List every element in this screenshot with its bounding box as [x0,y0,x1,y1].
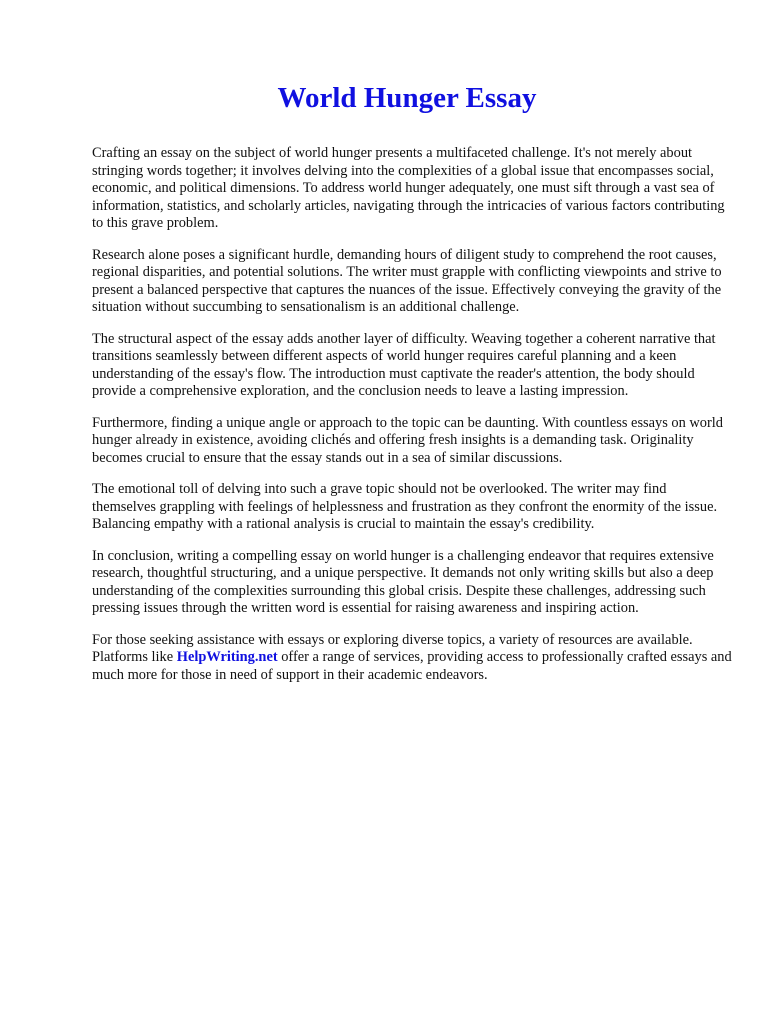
paragraph-2: Research alone poses a significant hurdle, demanding hours of diligent study to comprehend the root causes, regional disparities, and potential solutions. The writer must grapple with conflicting viewpoints and strive to present a balanced perspective that captures the nuances of the issue. Effectively conveying the gravity of the situation without succumbing to sensationalism is an additional challenge. [92,246,722,315]
paragraph-3: The structural aspect of the essay adds another layer of difficulty. Weaving together a coherent narrative that transitions seamlessly between different aspects of world hunger requires careful planning and a keen understanding of the essay's flow. The introduction must captivate the reader's attention, the body should provide a comprehensive exploration, and the conclusion needs to leave a lasting impression. [92,330,716,399]
paragraph-6: In conclusion, writing a compelling essay on world hunger is a challenging endeavor that requires extensive research, thoughtful structuring, and a unique perspective. It demands not only writing skills but also a deep understanding of the complexities surrounding this global crisis. Despite these challenges, addressing such pressing issues through the written word is essential for raising awareness and inspiring action. [92,547,714,616]
paragraph-4: Furthermore, finding a unique angle or approach to the topic can be daunting. With countless essays on world hunger already in existence, avoiding clichés and offering fresh insights is a demanding task. Originality becomes crucial to ensure that the essay stands out in a sea of similar discussions. [92,414,723,466]
essay-body [92,145,732,698]
helpwriting-link[interactable]: HelpWriting.net [176,649,278,665]
page-title: World Hunger Essay [277,82,537,114]
paragraph-5: The emotional toll of delving into such a grave topic should not be overlooked. The writer may find themselves grappling with feelings of helplessness and frustration as they confront the enormity of the issue. Balancing empathy with a rational analysis is crucial to maintain the essay's credibility. [92,481,718,532]
paragraph-1: Crafting an essay on the subject of world hunger presents a multifaceted challenge. It's not merely about stringing words together; it involves delving into the complexities of a global issue that encompasses social, economic, and political dimensions. To address world hunger adequately, one must sift through a vast sea of information, statistics, and scholarly articles, navigating through the intricacies of various factors contributing to this grave problem. [92,145,725,231]
paragraph-7-text-after: offer a range of services, providing access to professionally crafted essays and much more for those in need of support in their academic endeavors. [92,649,732,683]
paragraph-7-text-before: For those seeking assistance with essays or exploring diverse topics, a variety of resources are available. Platforms like [92,631,693,665]
paragraph-7 [92,632,732,685]
